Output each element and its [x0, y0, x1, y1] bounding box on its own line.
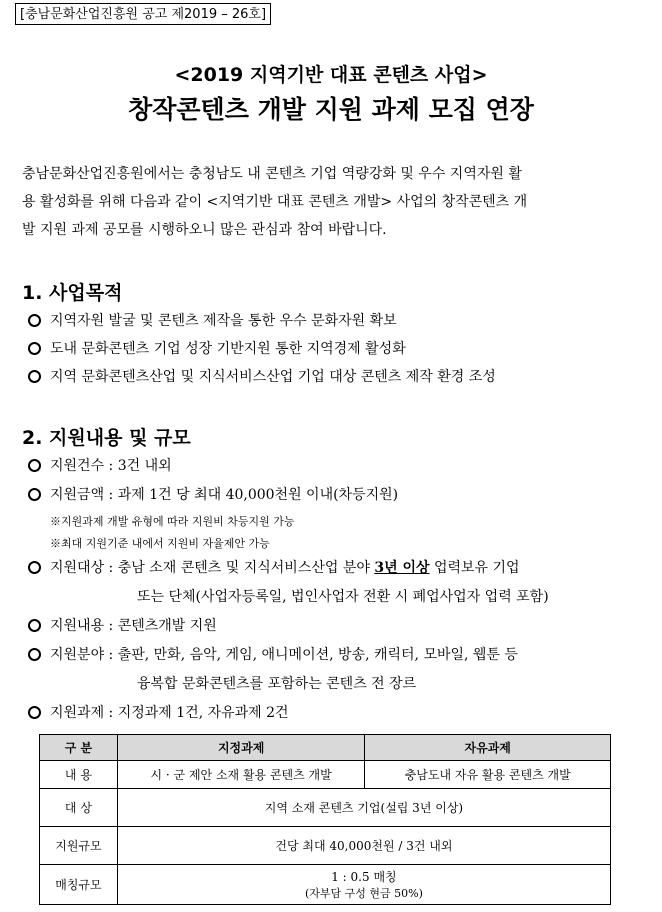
list-item-text: 지원건수 : 3건 내외: [50, 458, 172, 474]
list-item-text: 업력보유 기업: [429, 560, 520, 576]
circle-bullet-icon: [28, 488, 41, 501]
intro-line: 용 활성화를 위해 다음과 같이 <지역기반 대표 콘텐츠 개발> 사업의 창작콘텐츠 개: [22, 194, 528, 210]
list-item: [28, 615, 217, 635]
underlined-text: 3년 이상: [374, 560, 430, 576]
list-item-text: 지원대상 : 충남 소재 콘텐츠 및 지식서비스산업 분야: [50, 560, 375, 576]
circle-bullet-icon: [28, 459, 41, 472]
circle-bullet-icon: [28, 619, 41, 632]
note-text: ※지원과제 개발 유형에 따라 지원비 차등지원 가능: [50, 515, 295, 528]
table-row-label: 내 용: [40, 761, 118, 789]
table-header-cell: 자유과제: [365, 735, 611, 761]
table-cell: [117, 865, 610, 905]
list-item: [28, 644, 518, 664]
intro-line: 충남문화산업진흥원에서는 충청남도 내 콘텐츠 기업 역량강화 및 우수 지역자원 활: [22, 166, 522, 182]
table-row: [40, 865, 611, 905]
table-row: [40, 761, 611, 789]
table-row: [40, 827, 611, 865]
list-item: [28, 484, 398, 504]
list-item: [28, 702, 289, 722]
section-heading-support: 2. 지원내용 및 규모: [22, 427, 191, 449]
note-text: ※최대 지원기준 내에서 지원비 자율제안 가능: [50, 537, 270, 550]
notice-number: [충남문화산업진흥원 공고 제2019 – 26호]: [15, 3, 271, 25]
circle-bullet-icon: [28, 314, 41, 327]
list-item-text: 지역자원 발굴 및 콘텐츠 제작을 통한 우수 문화자원 확보: [50, 313, 397, 329]
table-row: [40, 789, 611, 827]
list-item-text: 지원내용 : 콘텐츠개발 지원: [50, 618, 217, 634]
intro-paragraph: [22, 160, 644, 244]
table-row-label: 매칭규모: [40, 865, 118, 905]
list-item-text: 지역 문화콘텐츠산업 및 지식서비스산업 기업 대상 콘텐츠 제작 환경 조성: [50, 369, 496, 385]
intro-line: 발 지원 과제 공모를 시행하오니 많은 관심과 참여 바랍니다.: [22, 222, 387, 238]
table-header-cell: 지정과제: [117, 735, 365, 761]
table-row-label: 대 상: [40, 789, 118, 827]
circle-bullet-icon: [28, 342, 41, 355]
list-item-continuation: 또는 단체(사업자등록일, 법인사업자 전환 시 폐업사업자 업력 포함): [137, 589, 549, 605]
table-header-cell: 구 분: [40, 735, 118, 761]
circle-bullet-icon: [28, 561, 41, 574]
page-subtitle: <2019 지역기반 대표 콘텐츠 사업>: [174, 64, 488, 86]
list-item-text: 지원분야 : 출판, 만화, 음악, 게임, 애니메이션, 방송, 캐릭터, 모바일, 웹툰 등: [50, 647, 518, 663]
list-item: [28, 557, 520, 577]
list-item-text: 도내 문화콘텐츠 기업 성장 기반지원 통한 지역경제 활성화: [50, 341, 406, 357]
support-table: [39, 734, 611, 905]
match-ratio: 1 : 0.5 매칭: [331, 870, 397, 884]
section-heading-purpose: 1. 사업목적: [22, 282, 123, 304]
list-item-continuation: 융복합 문화콘텐츠를 포함하는 콘텐츠 전 장르: [137, 676, 417, 692]
circle-bullet-icon: [28, 648, 41, 661]
list-item: [28, 338, 406, 358]
table-cell: 시 · 군 제안 소재 활용 콘텐츠 개발: [117, 761, 365, 789]
match-note: (자부담 구성 현금 50%): [304, 887, 423, 900]
table-cell: 충남도내 자유 활용 콘텐츠 개발: [365, 761, 611, 789]
page-title: 창작콘텐츠 개발 지원 과제 모집 연장: [128, 95, 534, 124]
list-item: [28, 366, 496, 386]
table-header-row: [40, 735, 611, 761]
list-item: [28, 310, 397, 330]
table-row-label: 지원규모: [40, 827, 118, 865]
list-item-text: 지원과제 : 지정과제 1건, 자유과제 2건: [50, 705, 289, 721]
circle-bullet-icon: [28, 706, 41, 719]
list-item: [28, 455, 172, 475]
table-cell: 건당 최대 40,000천원 / 3건 내외: [117, 827, 610, 865]
circle-bullet-icon: [28, 370, 41, 383]
list-item-text: 지원금액 : 과제 1건 당 최대 40,000천원 이내(차등지원): [50, 487, 399, 503]
table-cell: 지역 소재 콘텐츠 기업(설립 3년 이상): [117, 789, 610, 827]
